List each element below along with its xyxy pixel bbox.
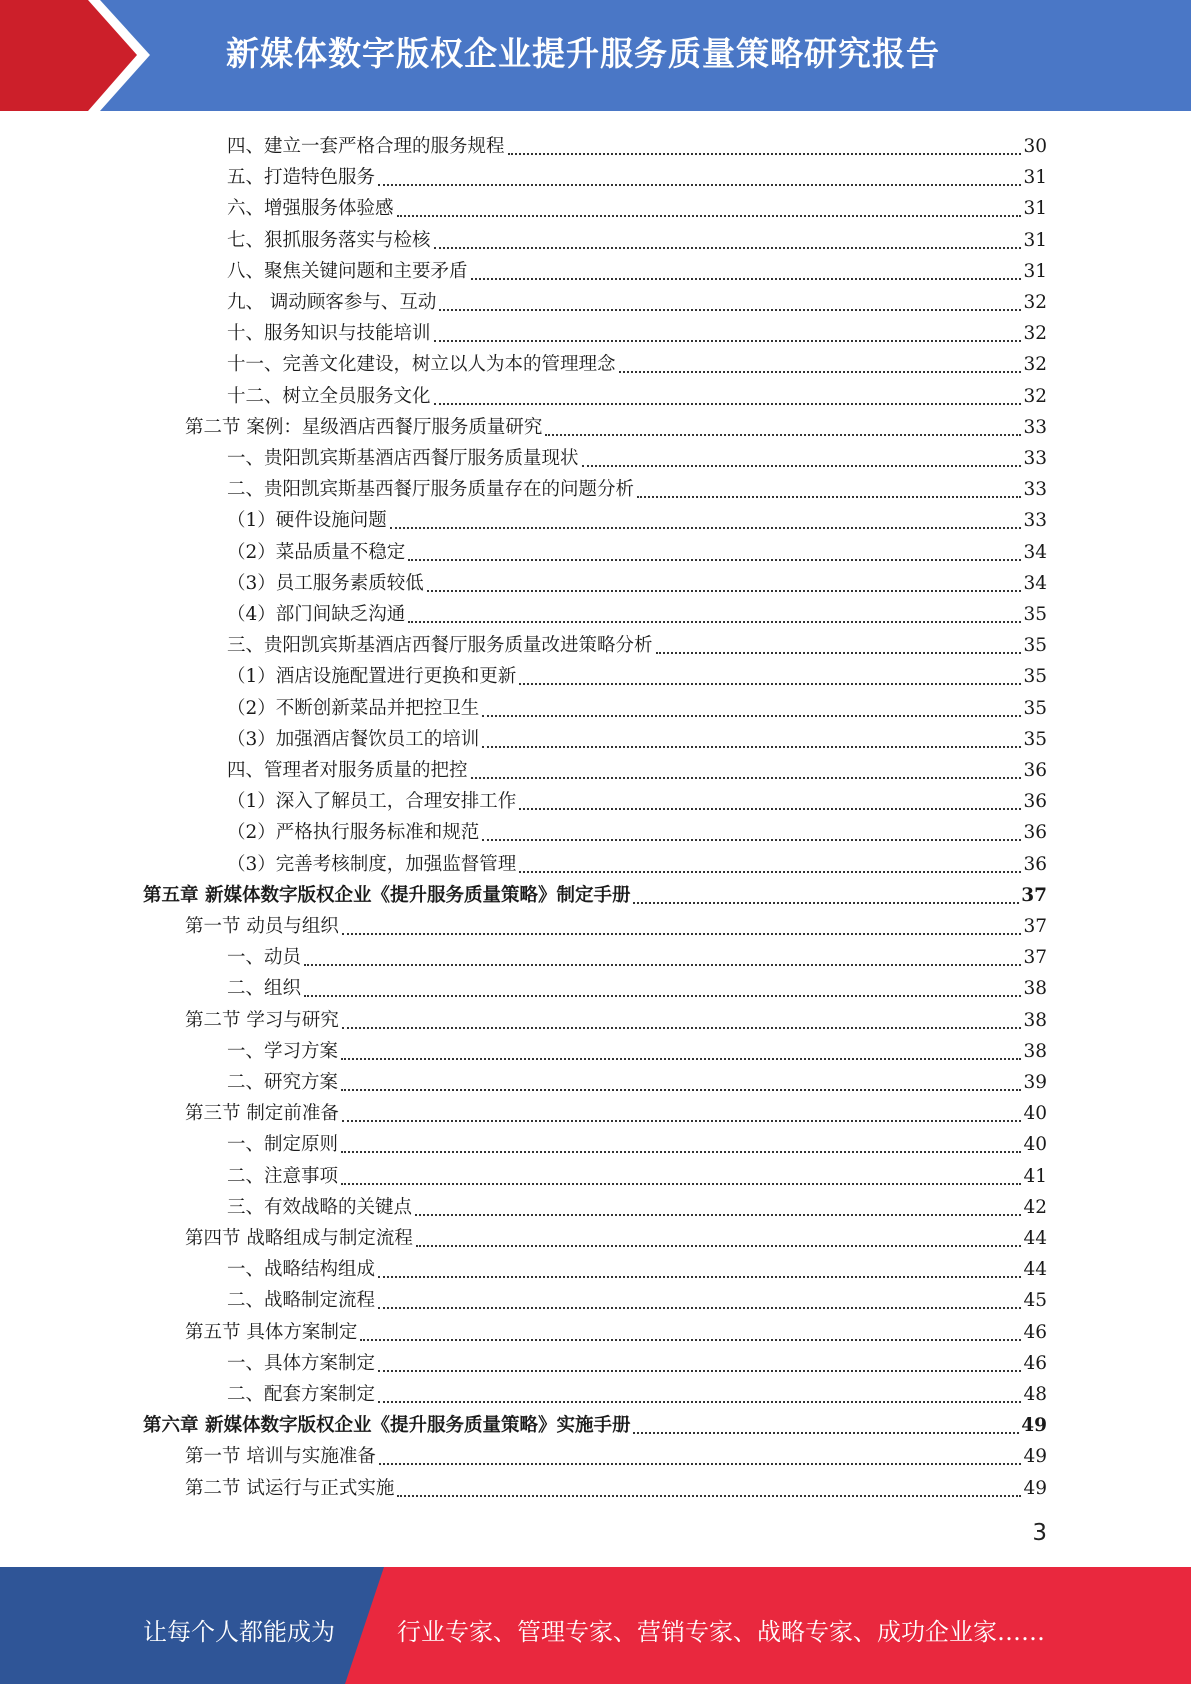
toc-subsection-entry[interactable] bbox=[227, 1376, 1047, 1407]
toc-dot-leader bbox=[341, 1151, 1021, 1153]
toc-entry-page: 35 bbox=[1023, 697, 1047, 719]
toc-entry-title: （2）严格执行服务标准和规范 bbox=[227, 822, 480, 844]
toc-dot-leader bbox=[633, 1432, 1019, 1434]
toc-entry-page: 30 bbox=[1023, 136, 1047, 157]
toc-entry-title: 三、贵阳凯宾斯基酒店西餐厅服务质量改进策略分析 bbox=[227, 635, 653, 657]
toc-dot-leader bbox=[304, 964, 1021, 966]
toc-entry-page: 32 bbox=[1023, 385, 1047, 407]
toc-entry-page: 34 bbox=[1023, 541, 1047, 563]
toc-entry-page: 49 bbox=[1021, 1415, 1047, 1437]
toc-entry-title: （1）深入了解员工，合理安排工作 bbox=[227, 791, 517, 813]
toc-entry-title: （1）酒店设施配置进行更换和更新 bbox=[227, 666, 517, 688]
toc-entry-page: 46 bbox=[1023, 1321, 1047, 1343]
page-footer bbox=[0, 1567, 1191, 1684]
footer-slogan-left: 让每个人都能成为 bbox=[143, 1618, 335, 1646]
toc-entry-page: 49 bbox=[1023, 1446, 1047, 1468]
toc-entry-page: 45 bbox=[1023, 1290, 1047, 1312]
toc-dot-leader bbox=[434, 403, 1022, 405]
toc-entry-page: 32 bbox=[1023, 354, 1047, 376]
toc-entry-page: 44 bbox=[1023, 1259, 1047, 1281]
toc-entry-title: 第一节 动员与组织 bbox=[185, 916, 339, 937]
toc-entry-title: 第四节 战略组成与制定流程 bbox=[185, 1228, 413, 1249]
toc-entry-title: 第六章 新媒体数字版权企业《提升服务质量策略》实施手册 bbox=[143, 1415, 631, 1437]
toc-entry-page: 38 bbox=[1023, 1009, 1047, 1031]
toc-entry-title: 第三节 制定前准备 bbox=[185, 1103, 339, 1125]
toc-subsection-entry[interactable] bbox=[227, 721, 1047, 752]
toc-dot-leader bbox=[408, 621, 1021, 623]
toc-entry-page: 39 bbox=[1023, 1072, 1047, 1093]
toc-entry-page: 37 bbox=[1021, 884, 1047, 906]
toc-entry-page: 35 bbox=[1023, 728, 1047, 750]
toc-section-entry[interactable] bbox=[185, 1220, 1047, 1251]
toc-entry-title: 四、建立一套严格合理的服务规程 bbox=[227, 136, 505, 157]
toc-dot-leader bbox=[633, 902, 1019, 904]
toc-dot-leader bbox=[342, 933, 1022, 935]
toc-entry-title: 一、学习方案 bbox=[227, 1040, 339, 1062]
toc-dot-leader bbox=[342, 1120, 1022, 1122]
toc-entry-page: 36 bbox=[1023, 791, 1047, 813]
toc-subsection-entry[interactable] bbox=[227, 1251, 1047, 1282]
toc-dot-leader bbox=[482, 746, 1021, 748]
toc-entry-page: 33 bbox=[1023, 416, 1047, 438]
footer-slogan-right: 行业专家、管理专家、营销专家、战略专家、成功企业家…… bbox=[397, 1618, 1045, 1646]
header-arrow-decoration bbox=[0, 0, 160, 111]
toc-entry-title: 二、注意事项 bbox=[227, 1165, 339, 1187]
toc-dot-leader bbox=[434, 247, 1022, 249]
toc-entry-page: 44 bbox=[1023, 1228, 1047, 1249]
toc-entry-title: 四、管理者对服务质量的把控 bbox=[227, 760, 468, 781]
toc-entry-page: 37 bbox=[1023, 916, 1047, 937]
toc-chapter-entry[interactable] bbox=[143, 1407, 1047, 1438]
toc-dot-leader bbox=[360, 1339, 1021, 1341]
toc-section-entry[interactable] bbox=[185, 1470, 1047, 1501]
toc-subsection-entry[interactable] bbox=[227, 502, 1047, 533]
toc-dot-leader bbox=[415, 1214, 1021, 1216]
toc-section-entry[interactable] bbox=[185, 908, 1047, 939]
toc-entry-page: 31 bbox=[1023, 198, 1047, 220]
toc-dot-leader bbox=[341, 1089, 1021, 1091]
toc-entry-title: 第一节 培训与实施准备 bbox=[185, 1446, 376, 1468]
toc-dot-leader bbox=[408, 559, 1021, 561]
toc-subsection-entry[interactable] bbox=[227, 783, 1047, 814]
toc-entry-page: 46 bbox=[1023, 1352, 1047, 1374]
toc-entry-page: 49 bbox=[1023, 1477, 1047, 1499]
toc-entry-page: 35 bbox=[1023, 666, 1047, 688]
toc-section-entry[interactable] bbox=[185, 1095, 1047, 1126]
toc-entry-title: 十、服务知识与技能培训 bbox=[227, 323, 431, 345]
page-header bbox=[0, 0, 1191, 111]
toc-entry-page: 35 bbox=[1023, 635, 1047, 657]
toc-entry-page: 33 bbox=[1023, 479, 1047, 501]
toc-dot-leader bbox=[378, 1276, 1021, 1278]
toc-subsection-entry[interactable] bbox=[227, 534, 1047, 565]
header-title: 新媒体数字版权企业提升服务质量策略研究报告 bbox=[226, 34, 940, 73]
toc-section-entry[interactable] bbox=[185, 1002, 1047, 1033]
toc-subsection-entry[interactable] bbox=[227, 159, 1047, 190]
toc-dot-leader bbox=[378, 1307, 1021, 1309]
toc-dot-leader bbox=[519, 808, 1021, 810]
toc-entry-page: 33 bbox=[1023, 510, 1047, 532]
toc-subsection-entry[interactable] bbox=[227, 284, 1047, 315]
toc-dot-leader bbox=[378, 184, 1021, 186]
toc-entry-title: （4）部门间缺乏沟通 bbox=[227, 604, 406, 625]
toc-dot-leader bbox=[508, 153, 1022, 155]
toc-section-entry[interactable] bbox=[185, 1438, 1047, 1469]
toc-entry-page: 33 bbox=[1023, 448, 1047, 469]
toc-entry-title: （1）硬件设施问题 bbox=[227, 510, 387, 532]
toc-entry-title: 二、战略制定流程 bbox=[227, 1290, 376, 1312]
toc-subsection-entry[interactable] bbox=[227, 596, 1047, 627]
toc-subsection-entry[interactable] bbox=[227, 378, 1047, 409]
toc-section-entry[interactable] bbox=[185, 1314, 1047, 1345]
toc-subsection-entry[interactable] bbox=[227, 658, 1047, 689]
toc-entry-title: 一、动员 bbox=[227, 947, 302, 969]
toc-dot-leader bbox=[519, 871, 1021, 873]
toc-entry-title: 第二节 试运行与正式实施 bbox=[185, 1477, 395, 1499]
toc-entry-page: 38 bbox=[1023, 978, 1047, 1000]
toc-dot-leader bbox=[434, 340, 1022, 342]
toc-subsection-entry[interactable] bbox=[227, 627, 1047, 658]
toc-entry-page: 36 bbox=[1023, 853, 1047, 875]
toc-dot-leader bbox=[397, 1495, 1021, 1497]
toc-entry-page: 32 bbox=[1023, 323, 1047, 345]
toc-entry-title: 六、增强服务体验感 bbox=[227, 198, 394, 220]
toc-subsection-entry[interactable] bbox=[227, 1189, 1047, 1220]
toc-entry-title: 三、有效战略的关键点 bbox=[227, 1196, 413, 1218]
toc-entry-page: 36 bbox=[1023, 760, 1047, 781]
toc-dot-leader bbox=[416, 1245, 1022, 1247]
toc-subsection-entry[interactable] bbox=[227, 128, 1047, 159]
toc-dot-leader bbox=[439, 309, 1021, 311]
toc-section-entry[interactable] bbox=[185, 409, 1047, 440]
toc-subsection-entry[interactable] bbox=[227, 1033, 1047, 1064]
toc-entry-page: 31 bbox=[1023, 167, 1047, 189]
toc-dot-leader bbox=[656, 652, 1022, 654]
toc-subsection-entry[interactable] bbox=[227, 939, 1047, 970]
toc-entry-title: 一、制定原则 bbox=[227, 1134, 339, 1156]
toc-chapter-entry[interactable] bbox=[143, 877, 1047, 908]
toc-entry-page: 31 bbox=[1023, 260, 1047, 282]
toc-entry-title: 第二节 学习与研究 bbox=[185, 1009, 339, 1031]
toc-entry-page: 31 bbox=[1023, 229, 1047, 251]
toc-dot-leader bbox=[427, 590, 1022, 592]
toc-entry-title: （3）员工服务素质较低 bbox=[227, 572, 424, 594]
toc-dot-leader bbox=[379, 1463, 1022, 1465]
toc-entry-title: （2）菜品质量不稳定 bbox=[227, 541, 406, 563]
toc-dot-leader bbox=[378, 1370, 1021, 1372]
toc-subsection-entry[interactable] bbox=[227, 315, 1047, 346]
toc-entry-title: 一、贵阳凯宾斯基酒店西餐厅服务质量现状 bbox=[227, 448, 579, 469]
toc-entry-page: 36 bbox=[1023, 822, 1047, 844]
toc-dot-leader bbox=[519, 683, 1021, 685]
toc-subsection-entry[interactable] bbox=[227, 222, 1047, 253]
toc-entry-title: 十二、树立全员服务文化 bbox=[227, 385, 431, 407]
toc-entry-title: 九、 调动顾客参与、互动 bbox=[227, 292, 437, 313]
toc-subsection-entry[interactable] bbox=[227, 440, 1047, 471]
toc-subsection-entry[interactable] bbox=[227, 690, 1047, 721]
toc-entry-page: 48 bbox=[1023, 1384, 1047, 1405]
toc-dot-leader bbox=[304, 995, 1021, 997]
toc-dot-leader bbox=[390, 527, 1022, 529]
toc-entry-page: 40 bbox=[1023, 1134, 1047, 1156]
toc-entry-title: （3）加强酒店餐饮员工的培训 bbox=[227, 728, 480, 750]
toc-dot-leader bbox=[341, 1183, 1021, 1185]
toc-entry-title: （2）不断创新菜品并把控卫生 bbox=[227, 697, 480, 719]
toc-dot-leader bbox=[471, 777, 1022, 779]
toc-dot-leader bbox=[619, 371, 1022, 373]
toc-entry-page: 42 bbox=[1023, 1196, 1047, 1218]
page-number: 3 bbox=[1032, 1520, 1047, 1546]
toc-dot-leader bbox=[471, 278, 1022, 280]
toc-entry-title: 五、打造特色服务 bbox=[227, 167, 376, 189]
toc-subsection-entry[interactable] bbox=[227, 814, 1047, 845]
toc-entry-page: 35 bbox=[1023, 604, 1047, 625]
toc-dot-leader bbox=[482, 715, 1021, 717]
toc-entry-title: （3）完善考核制度，加强监督管理 bbox=[227, 853, 517, 875]
toc-dot-leader bbox=[582, 465, 1022, 467]
toc-entry-title: 一、战略结构组成 bbox=[227, 1259, 376, 1281]
toc-entry-page: 40 bbox=[1023, 1103, 1047, 1125]
toc-subsection-entry[interactable] bbox=[227, 970, 1047, 1001]
toc-dot-leader bbox=[342, 1027, 1022, 1029]
toc-subsection-entry[interactable] bbox=[227, 752, 1047, 783]
toc-subsection-entry[interactable] bbox=[227, 346, 1047, 377]
toc-subsection-entry[interactable] bbox=[227, 1126, 1047, 1157]
toc-subsection-entry[interactable] bbox=[227, 1345, 1047, 1376]
toc-entry-title: 二、组织 bbox=[227, 978, 302, 1000]
toc-dot-leader bbox=[637, 496, 1021, 498]
toc-subsection-entry[interactable] bbox=[227, 565, 1047, 596]
toc-entry-title: 一、具体方案制定 bbox=[227, 1352, 376, 1374]
toc-entry-title: 七、狠抓服务落实与检核 bbox=[227, 229, 431, 251]
toc-subsection-entry[interactable] bbox=[227, 253, 1047, 284]
toc-subsection-entry[interactable] bbox=[227, 190, 1047, 221]
toc-entry-page: 34 bbox=[1023, 572, 1047, 594]
toc-entry-page: 38 bbox=[1023, 1040, 1047, 1062]
toc-entry-page: 32 bbox=[1023, 292, 1047, 313]
toc-entry-title: 八、聚焦关键问题和主要矛盾 bbox=[227, 260, 468, 282]
toc-entry-title: 二、贵阳凯宾斯基西餐厅服务质量存在的问题分析 bbox=[227, 479, 635, 501]
toc-entry-page: 37 bbox=[1023, 947, 1047, 969]
toc-entry-page: 41 bbox=[1023, 1165, 1047, 1187]
toc-dot-leader bbox=[378, 1401, 1021, 1403]
toc-entry-title: 十一、完善文化建设，树立以人为本的管理理念 bbox=[227, 354, 616, 376]
toc-subsection-entry[interactable] bbox=[227, 471, 1047, 502]
toc-subsection-entry[interactable] bbox=[227, 1282, 1047, 1313]
toc-entry-title: 第五节 具体方案制定 bbox=[185, 1321, 358, 1343]
toc-subsection-entry[interactable] bbox=[227, 846, 1047, 877]
toc-entry-title: 第二节 案例：星级酒店西餐厅服务质量研究 bbox=[185, 416, 543, 438]
toc-subsection-entry[interactable] bbox=[227, 1158, 1047, 1189]
toc-entry-title: 第五章 新媒体数字版权企业《提升服务质量策略》制定手册 bbox=[143, 884, 631, 906]
toc-dot-leader bbox=[545, 434, 1021, 436]
toc-entry-title: 二、配套方案制定 bbox=[227, 1384, 376, 1405]
toc-entry-title: 二、研究方案 bbox=[227, 1072, 339, 1093]
toc-subsection-entry[interactable] bbox=[227, 1064, 1047, 1095]
toc-dot-leader bbox=[341, 1058, 1021, 1060]
toc-dot-leader bbox=[482, 839, 1021, 841]
toc-dot-leader bbox=[397, 215, 1022, 217]
